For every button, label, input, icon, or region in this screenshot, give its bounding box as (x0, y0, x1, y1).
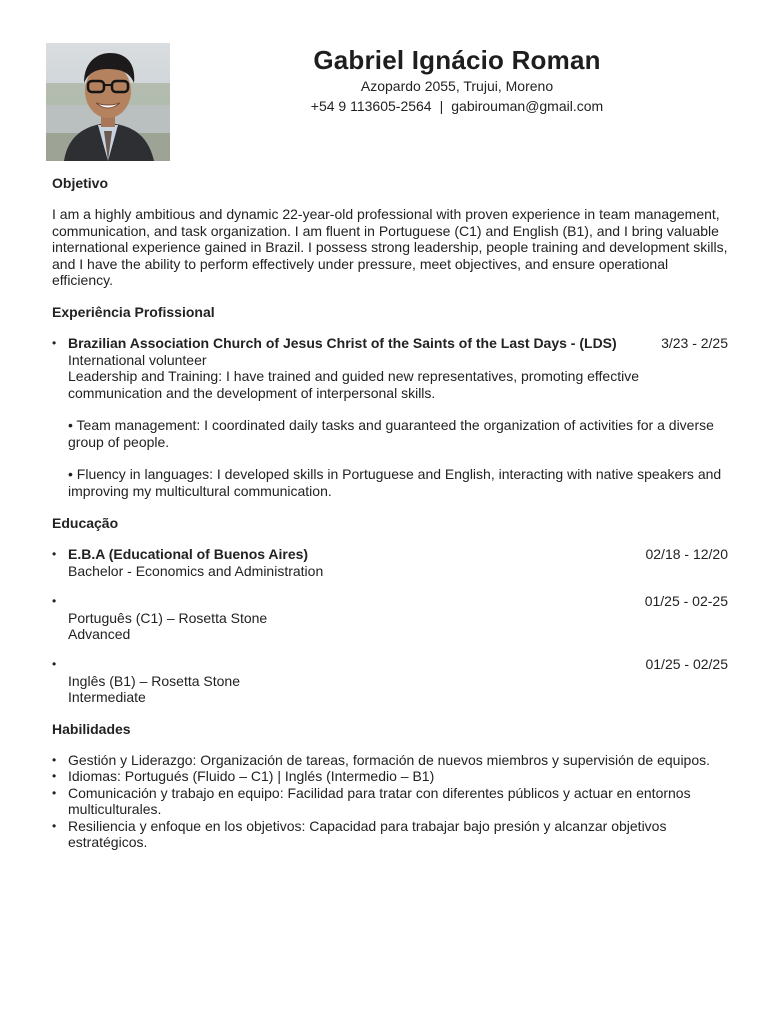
education-date: 02/18 - 12/20 (645, 546, 728, 562)
education-degree: Bachelor - Economics and Administration (68, 563, 324, 579)
section-title-education: Educação (52, 515, 119, 531)
objective-section (52, 174, 728, 289)
section-title-experience: Experiência Profissional (52, 303, 215, 320)
address: Azopardo 2055, Trujui, Moreno (360, 78, 554, 94)
objective-text: I am a highly ambitious and dynamic 22-year-old professional with proven experience in team management, communication, and task organization. I am fluent in Portuguese (C1) and English (B1), and I bring valuable international experience gained in Brazil. I possess strong leadership, people training and development skills, and I have the ability to perform effectively under pressure, meet objectives, and ensure operational efficiency. (52, 206, 728, 288)
contact-separator: | (439, 98, 444, 114)
profile-photo (46, 43, 170, 161)
education-course: Português (C1) – Rosetta Stone (68, 609, 268, 626)
education-date: • 01/25 - 02-25 (644, 592, 728, 609)
education-entry (52, 546, 728, 580)
education-course: Inglês (B1) – Rosetta Stone (68, 672, 240, 689)
education-institution: • E.B.A (Educational of Buenos Aires) (68, 546, 309, 562)
resume-header (170, 44, 744, 116)
section-title-skills: Habilidades (52, 720, 131, 737)
experience-detail: • Fluency in languages: I developed skills in Portuguese and English, interacting with native speakers and improving my multicultural communication. (68, 466, 722, 499)
education-level: Advanced (68, 626, 131, 642)
education-entry (52, 656, 728, 706)
contact-info (170, 96, 744, 116)
skill-item: • Resiliencia y enfoque en los objetivos: Capacidad para trabajar bajo presión y alcanzar objetivos estratégicos. (52, 818, 728, 851)
education-level: Intermediate (68, 689, 146, 705)
skill-item: • Gestión y Liderazgo: Organización de tareas, formación de nuevos miembros y supervisión de equipos. (52, 752, 728, 769)
skill-item: • Comunicación y trabajo en equipo: Facilidad para tratar con diferentes públicos y actuar en entornos multiculturales. (52, 785, 728, 818)
experience-detail: • Team management: I coordinated daily tasks and guaranteed the organization of activities for a diverse group of people. (68, 417, 714, 450)
education-entry (52, 593, 728, 643)
experience-role: International volunteer (68, 351, 207, 368)
candidate-name: Gabriel Ignácio Roman (313, 45, 601, 75)
skills-section (52, 720, 728, 851)
experience-date: 3/23 - 2/25 (661, 334, 728, 351)
section-title-objective: Objetivo (52, 175, 109, 191)
education-section (52, 514, 728, 706)
education-date: • 01/25 - 02/25 (645, 655, 728, 672)
experience-section (52, 303, 728, 500)
skill-item: • Idiomas: Portugués (Fluido – C1) | Inglés (Intermedio – B1) (52, 768, 728, 785)
experience-detail: Leadership and Training: I have trained and guided new representatives, promoting effective communication and the development of interpersonal skills. (68, 368, 639, 401)
phone-number: +54 9 113605-2564 (310, 98, 432, 114)
resume-body (52, 174, 728, 851)
experience-entry (52, 335, 728, 500)
email-address: gabirouman@gmail.com (451, 98, 604, 114)
experience-organization: • Brazilian Association Church of Jesus Christ of the Saints of the Last Days - (LDS) (68, 334, 617, 351)
